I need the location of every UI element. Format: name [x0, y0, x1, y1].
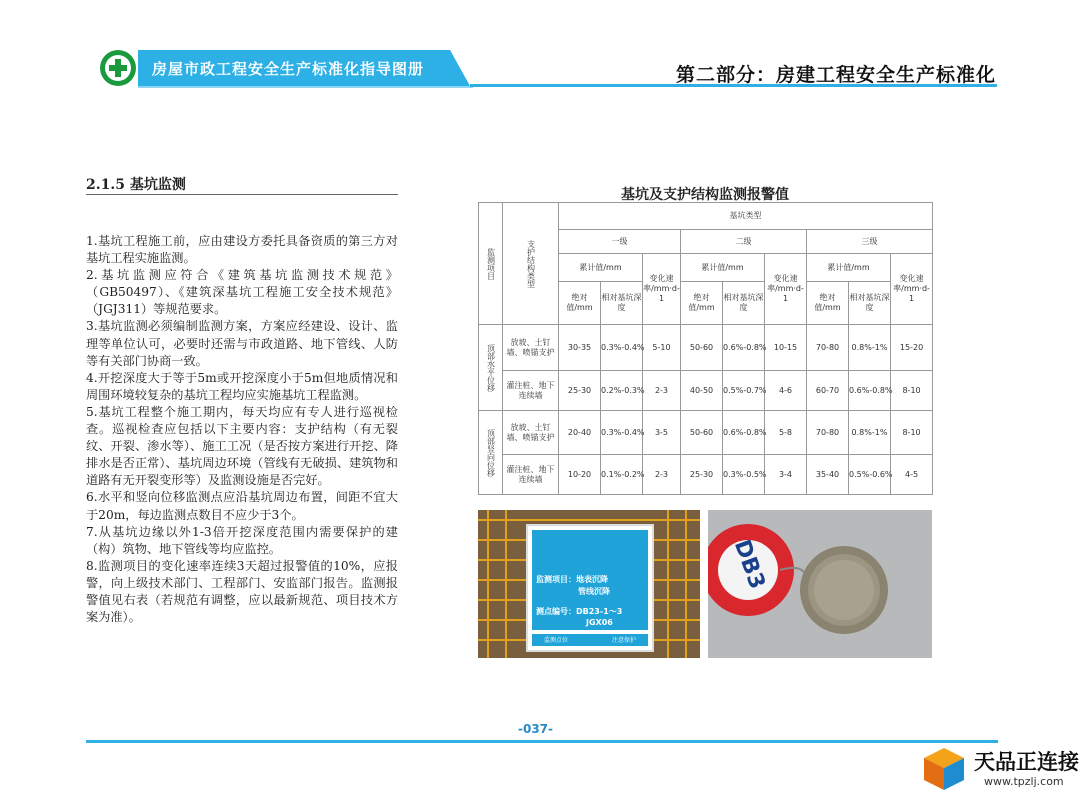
list-item: 5.基坑工程整个施工期内，每天均应有专人进行巡视检查。巡视检查应包括以下主要内容：支护结构（有无裂纹、开裂、渗水等）、施工工况（是否按方案进行开挖、降排水是否正常）、基坑周边环境（管线有无破损、建筑物和道路有无开裂变形等）及监测设施是否完好。 [86, 404, 398, 488]
sign-foot-right: 注意保护 [611, 637, 636, 644]
header-cumulative: 累计值/mm [559, 254, 643, 282]
table-cell: 25-30 [559, 371, 601, 411]
footer-rule [86, 740, 998, 743]
sign-foot-left: 监测点位 [544, 637, 569, 644]
table-cell: 0.1%-0.2% [601, 455, 643, 495]
alarm-value-table [478, 202, 933, 495]
table-cell: 15-20 [891, 325, 933, 371]
header-abs-value: 绝对值/mm [807, 282, 849, 325]
table-cell: 40-50 [681, 371, 723, 411]
header-abs-value: 绝对值/mm [681, 282, 723, 325]
watermark-url: www.tpzlj.com [984, 775, 1064, 788]
watermark-logo-icon [920, 748, 968, 790]
watermark-name: 天品正连接 [974, 750, 1079, 774]
table-cell: 4-5 [891, 455, 933, 495]
table-cell: 0.3%-0.5% [723, 455, 765, 495]
header-rate: 变化速率/mm·d-1 [643, 254, 681, 325]
header-pit-type: 基坑类型 [559, 203, 933, 230]
section-title: 2.1.5 基坑监测 [86, 177, 186, 193]
header-cumulative: 累计值/mm [807, 254, 891, 282]
table-cell: 70-80 [807, 411, 849, 455]
list-item: 3.基坑监测必须编制监测方案，方案应经建设、设计、监理等单位认可，必要时还需与市政道路、地下管线、人防等有关部门协商一致。 [86, 319, 398, 368]
table-cell: 0.6%-0.8% [723, 411, 765, 455]
header-cumulative: 累计值/mm [681, 254, 765, 282]
header-rel-depth: 相对基坑深度 [601, 282, 643, 325]
table-cell: 10-20 [559, 455, 601, 495]
table-cell-type: 放坡、土钉墙、喷锚支护 [503, 411, 559, 455]
section-divider [86, 194, 398, 195]
header-level-1: 一级 [559, 230, 681, 254]
marker-illustration [708, 510, 932, 658]
header-rel-depth: 相对基坑深度 [849, 282, 891, 325]
header-rate: 变化速率/mm·d-1 [891, 254, 933, 325]
table-cell: 0.8%-1% [849, 411, 891, 455]
book-title: 房屋市政工程安全生产标准化指导图册 [152, 60, 425, 78]
sign-item-label-2: 管线沉降 [578, 587, 610, 596]
table-cell: 8-10 [891, 411, 933, 455]
table-cell-type: 灌注桩、地下连续墙 [503, 455, 559, 495]
table-cell: 60-70 [807, 371, 849, 411]
table-cell: 3-5 [643, 411, 681, 455]
table-cell: 3-4 [765, 455, 807, 495]
header-rate: 变化速率/mm·d-1 [765, 254, 807, 325]
part-title: 第二部分：房建工程安全生产标准化 [675, 64, 996, 86]
table-cell: 0.6%-0.8% [849, 371, 891, 411]
header-support-type: 支护结构类型 [503, 203, 559, 325]
settlement-marker-photo [708, 510, 932, 658]
table-cell: 2-3 [643, 455, 681, 495]
table-cell: 10-15 [765, 325, 807, 371]
monitoring-sign-photo [478, 510, 700, 658]
header-level-3: 三级 [807, 230, 933, 254]
table-cell: 2-3 [643, 371, 681, 411]
list-item: 8.监测项目的变化速率连续3天超过报警值的10%，应报警，向上级技术部门、工程部门、安监部门报告。监测报警值见右表（若规范有调整，应以最新规范、项目技术方案为准）。 [86, 558, 398, 625]
table-cell: 30-35 [559, 325, 601, 371]
table-cell: 4-6 [765, 371, 807, 411]
table-cell: 25-30 [681, 455, 723, 495]
header-abs-value: 绝对值/mm [559, 282, 601, 325]
list-item: 7.从基坑边缘以外1-3倍开挖深度范围内需要保护的建（构）筑物、地下管线等均应监控。 [86, 524, 398, 556]
table-cell: 0.8%-1% [849, 325, 891, 371]
header-rel-depth: 相对基坑深度 [723, 282, 765, 325]
page-number: -037- [518, 722, 554, 736]
list-item: 6.水平和竖向位移监测点应沿基坑周边布置，间距不宜大于20m，每边监测点数目不应少于3个。 [86, 490, 398, 522]
table-cell: 0.3%-0.4% [601, 411, 643, 455]
safety-cross-logo-icon [98, 48, 138, 88]
header-underline-light [138, 86, 473, 88]
table-cell: 8-10 [891, 371, 933, 411]
table-cell: 0.5%-0.6% [849, 455, 891, 495]
table-cell: 0.3%-0.4% [601, 325, 643, 371]
table-cell: 0.6%-0.8% [723, 325, 765, 371]
list-item: 4.开挖深度大于等于5m或开挖深度小于5m但地质情况和周围环境较复杂的基坑工程均应实施基坑工程监测。 [86, 370, 398, 402]
list-item: 1.基坑工程施工前，应由建设方委托具备资质的第三方对基坑工程实施监测。 [86, 234, 398, 266]
row-group-label: 顶部水平位移 [479, 325, 503, 411]
marker-code-text: DB3 [728, 536, 770, 593]
table-cell: 5-8 [765, 411, 807, 455]
table-cell: 0.5%-0.7% [723, 371, 765, 411]
header-monitor-item: 监测项目 [479, 203, 503, 325]
table-cell: 0.2%-0.3% [601, 371, 643, 411]
table-cell-type: 放坡、土钉墙、喷锚支护 [503, 325, 559, 371]
table-title: 基坑及支护结构监测报警值 [621, 187, 789, 203]
monitoring-sign [526, 524, 654, 652]
table-cell-type: 灌注桩、地下连续墙 [503, 371, 559, 411]
sign-item-label: 监测项目：地表沉降 [536, 575, 608, 584]
sign-code-label-2: JGX06 [586, 618, 613, 627]
monitoring-requirements-list [86, 233, 398, 626]
table-cell: 35-40 [807, 455, 849, 495]
table-cell: 20-40 [559, 411, 601, 455]
table-cell: 70-80 [807, 325, 849, 371]
row-group-label: 顶部竖向位移 [479, 411, 503, 495]
table-cell: 50-60 [681, 325, 723, 371]
sign-footer [532, 634, 648, 646]
sign-code-label: 测点编号：DB23-1～3 [536, 607, 623, 616]
header-level-2: 二级 [681, 230, 807, 254]
table-cell: 5-10 [643, 325, 681, 371]
table-cell: 50-60 [681, 411, 723, 455]
list-item: 2.基坑监测应符合《建筑基坑监测技术规范》（GB50497）、《建筑深基坑工程施工安全技术规范》（JGJ311）等规范要求。 [86, 268, 398, 317]
